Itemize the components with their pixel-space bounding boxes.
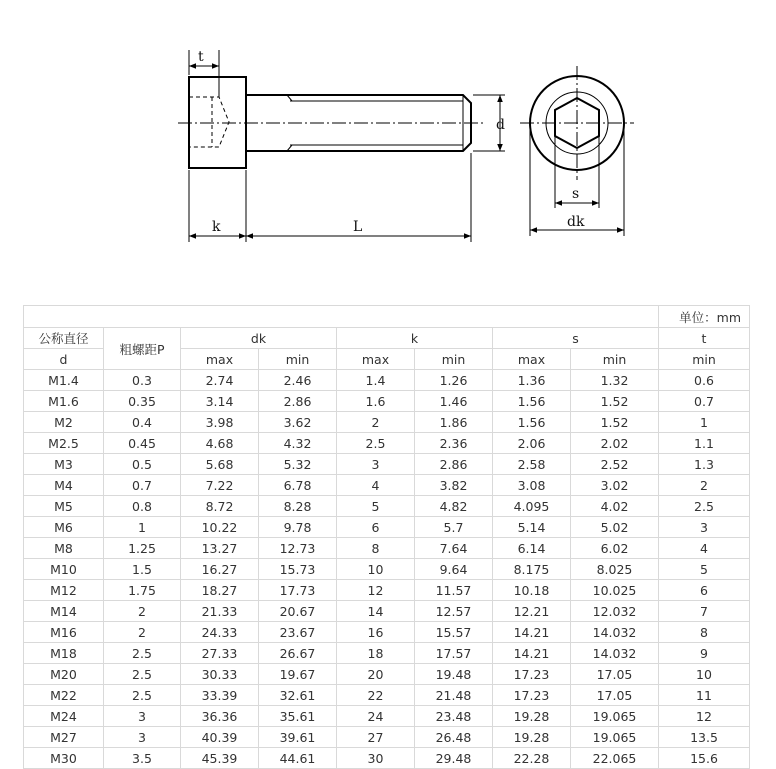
table-cell: 14.032 <box>571 622 659 643</box>
table-cell: M12 <box>24 580 104 601</box>
table-cell: 2 <box>104 622 181 643</box>
table-cell: 10.18 <box>493 580 571 601</box>
table-cell: 6 <box>659 580 750 601</box>
table-cell: M1.4 <box>24 370 104 391</box>
table-cell: M8 <box>24 538 104 559</box>
table-cell: 4.68 <box>181 433 259 454</box>
table-cell: 8.025 <box>571 559 659 580</box>
table-cell: 3.82 <box>415 475 493 496</box>
table-cell: 2 <box>337 412 415 433</box>
table-cell: 13.27 <box>181 538 259 559</box>
table-cell: 1.46 <box>415 391 493 412</box>
table-cell: 14 <box>337 601 415 622</box>
table-cell: M2.5 <box>24 433 104 454</box>
table-cell: 4 <box>659 538 750 559</box>
table-cell: M20 <box>24 664 104 685</box>
table-cell: 5.68 <box>181 454 259 475</box>
table-row <box>24 643 750 664</box>
table-cell: M22 <box>24 685 104 706</box>
table-row <box>24 685 750 706</box>
table-cell: 1 <box>104 517 181 538</box>
table-cell: 4.02 <box>571 496 659 517</box>
table-row <box>24 727 750 748</box>
table-cell: 7.64 <box>415 538 493 559</box>
table-cell: 0.7 <box>104 475 181 496</box>
table-cell: 17.23 <box>493 664 571 685</box>
table-cell: 40.39 <box>181 727 259 748</box>
table-cell: 12 <box>337 580 415 601</box>
table-cell: 1.52 <box>571 412 659 433</box>
table-cell: 22.28 <box>493 748 571 769</box>
table-row <box>24 391 750 412</box>
table-cell: 12.73 <box>259 538 337 559</box>
table-cell: 2.86 <box>415 454 493 475</box>
label-s: s <box>572 186 580 202</box>
table-cell: 2.5 <box>337 433 415 454</box>
table-cell: M6 <box>24 517 104 538</box>
table-cell: 5.7 <box>415 517 493 538</box>
table-cell: 0.45 <box>104 433 181 454</box>
table-row <box>24 370 750 391</box>
table-row <box>24 748 750 769</box>
table-cell: 2.58 <box>493 454 571 475</box>
table-cell: 15.6 <box>659 748 750 769</box>
table-cell: 1.52 <box>571 391 659 412</box>
table-cell: M24 <box>24 706 104 727</box>
table-cell: 24.33 <box>181 622 259 643</box>
table-cell: 24 <box>337 706 415 727</box>
table-cell: 26.48 <box>415 727 493 748</box>
table-cell: 3 <box>337 454 415 475</box>
table-cell: 2.74 <box>181 370 259 391</box>
table-cell: 0.6 <box>659 370 750 391</box>
table-cell: M30 <box>24 748 104 769</box>
header-nominal-d: d <box>24 349 104 370</box>
table-cell: 9 <box>659 643 750 664</box>
table-cell: 2.46 <box>259 370 337 391</box>
table-cell: 17.23 <box>493 685 571 706</box>
table-cell: 16.27 <box>181 559 259 580</box>
table-cell: 19.28 <box>493 706 571 727</box>
table-cell: 32.61 <box>259 685 337 706</box>
table-cell: 0.3 <box>104 370 181 391</box>
table-cell: 8.175 <box>493 559 571 580</box>
table-cell: 13.5 <box>659 727 750 748</box>
table-cell: 1.56 <box>493 391 571 412</box>
table-cell: 33.39 <box>181 685 259 706</box>
table-cell: M3 <box>24 454 104 475</box>
table-cell: 0.8 <box>104 496 181 517</box>
table-cell: 19.28 <box>493 727 571 748</box>
table-cell: 30.33 <box>181 664 259 685</box>
header-s: s <box>493 328 659 349</box>
header-t-min: min <box>659 349 750 370</box>
table-cell: 21.33 <box>181 601 259 622</box>
table-row <box>24 580 750 601</box>
table-cell: 2.86 <box>259 391 337 412</box>
table-cell: 4.095 <box>493 496 571 517</box>
table-cell: 19.67 <box>259 664 337 685</box>
table-cell: 8.28 <box>259 496 337 517</box>
table-cell: 1.26 <box>415 370 493 391</box>
table-cell: M18 <box>24 643 104 664</box>
table-cell: 0.35 <box>104 391 181 412</box>
table-cell: 0.5 <box>104 454 181 475</box>
table-cell: 1.32 <box>571 370 659 391</box>
table-cell: 1 <box>659 412 750 433</box>
table-cell: M10 <box>24 559 104 580</box>
table-cell: 1.1 <box>659 433 750 454</box>
table-cell: 23.48 <box>415 706 493 727</box>
table-cell: 27 <box>337 727 415 748</box>
table-row <box>24 475 750 496</box>
table-cell: 1.5 <box>104 559 181 580</box>
table-cell: 1.36 <box>493 370 571 391</box>
table-cell: 1.25 <box>104 538 181 559</box>
table-cell: 5.02 <box>571 517 659 538</box>
table-row <box>24 559 750 580</box>
header-nominal: 公称直径 <box>24 328 104 349</box>
table-cell: 27.33 <box>181 643 259 664</box>
table-cell: 12.032 <box>571 601 659 622</box>
table-cell: 2 <box>104 601 181 622</box>
unit-label: 单位：mm <box>659 306 750 328</box>
table-cell: 8 <box>659 622 750 643</box>
table-row <box>24 433 750 454</box>
header-pitch: 粗螺距P <box>104 328 181 370</box>
table-cell: M4 <box>24 475 104 496</box>
table-cell: 14.032 <box>571 643 659 664</box>
table-cell: 22.065 <box>571 748 659 769</box>
dimension-table <box>23 305 750 769</box>
table-cell: 15.57 <box>415 622 493 643</box>
table-cell: 20.67 <box>259 601 337 622</box>
header-dk-max: max <box>181 349 259 370</box>
table-cell: 12 <box>659 706 750 727</box>
table-cell: 20 <box>337 664 415 685</box>
table-cell: 23.67 <box>259 622 337 643</box>
table-cell: 21.48 <box>415 685 493 706</box>
table-row <box>24 622 750 643</box>
table-cell: M5 <box>24 496 104 517</box>
table-cell: 11.57 <box>415 580 493 601</box>
table-cell: 6.02 <box>571 538 659 559</box>
table-cell: 10.025 <box>571 580 659 601</box>
table-cell: 12.21 <box>493 601 571 622</box>
table-cell: 10 <box>337 559 415 580</box>
table-cell: 19.48 <box>415 664 493 685</box>
table-cell: 1.75 <box>104 580 181 601</box>
table-cell: 6.14 <box>493 538 571 559</box>
table-cell: 17.05 <box>571 685 659 706</box>
table-cell: 18 <box>337 643 415 664</box>
table-row <box>24 412 750 433</box>
table-cell: 19.065 <box>571 706 659 727</box>
table-cell: M27 <box>24 727 104 748</box>
header-dk-min: min <box>259 349 337 370</box>
table-row <box>24 454 750 475</box>
label-t: t <box>198 49 204 65</box>
table-cell: 17.05 <box>571 664 659 685</box>
table-row <box>24 517 750 538</box>
header-s-min: min <box>571 349 659 370</box>
table-cell: M16 <box>24 622 104 643</box>
table-cell: 5.14 <box>493 517 571 538</box>
unit-row <box>24 306 750 328</box>
table-cell: 26.67 <box>259 643 337 664</box>
table-cell: 22 <box>337 685 415 706</box>
table-cell: 4.82 <box>415 496 493 517</box>
table-cell: 36.36 <box>181 706 259 727</box>
table-cell: 8 <box>337 538 415 559</box>
table-cell: 0.7 <box>659 391 750 412</box>
table-cell: 1.4 <box>337 370 415 391</box>
table-cell: 2 <box>659 475 750 496</box>
table-cell: 2.36 <box>415 433 493 454</box>
table-cell: 2.52 <box>571 454 659 475</box>
table-cell: 3.08 <box>493 475 571 496</box>
table-cell: M14 <box>24 601 104 622</box>
table-cell: 2.5 <box>104 685 181 706</box>
label-dk: dk <box>567 214 585 230</box>
table-cell: 30 <box>337 748 415 769</box>
screw-technical-drawing <box>0 0 776 300</box>
table-cell: 3.62 <box>259 412 337 433</box>
table-cell: 3.02 <box>571 475 659 496</box>
table-cell: 0.4 <box>104 412 181 433</box>
table-row <box>24 538 750 559</box>
table-cell: 1.3 <box>659 454 750 475</box>
table-cell: 18.27 <box>181 580 259 601</box>
table-cell: 9.78 <box>259 517 337 538</box>
table-cell: 15.73 <box>259 559 337 580</box>
header-k-max: max <box>337 349 415 370</box>
table-row <box>24 664 750 685</box>
header-dk: dk <box>181 328 337 349</box>
header-t: t <box>659 328 750 349</box>
table-cell: 2.02 <box>571 433 659 454</box>
table-cell: 10.22 <box>181 517 259 538</box>
header-k: k <box>337 328 493 349</box>
table-cell: 3 <box>104 727 181 748</box>
table-cell: 45.39 <box>181 748 259 769</box>
header-row-1 <box>24 328 750 349</box>
side-view <box>178 50 505 242</box>
header-s-max: max <box>493 349 571 370</box>
table-cell: 7.22 <box>181 475 259 496</box>
table-row <box>24 496 750 517</box>
table-cell: 3 <box>659 517 750 538</box>
table-cell: 3.98 <box>181 412 259 433</box>
table-cell: 17.57 <box>415 643 493 664</box>
label-k: k <box>212 219 221 235</box>
table-cell: 1.56 <box>493 412 571 433</box>
table-cell: 3.14 <box>181 391 259 412</box>
header-k-min: min <box>415 349 493 370</box>
table-cell: 14.21 <box>493 643 571 664</box>
table-cell: 5.32 <box>259 454 337 475</box>
table-cell: 2.5 <box>104 664 181 685</box>
table-cell: 6 <box>337 517 415 538</box>
table-cell: M2 <box>24 412 104 433</box>
label-d: d <box>496 117 505 133</box>
table-cell: 17.73 <box>259 580 337 601</box>
table-cell: 35.61 <box>259 706 337 727</box>
table-cell: 1.6 <box>337 391 415 412</box>
table-cell: 3.5 <box>104 748 181 769</box>
table-cell: 16 <box>337 622 415 643</box>
table-cell: 4 <box>337 475 415 496</box>
table-cell: 29.48 <box>415 748 493 769</box>
table-cell: 4.32 <box>259 433 337 454</box>
table-cell: 5 <box>337 496 415 517</box>
table-cell: 2.06 <box>493 433 571 454</box>
table-cell: 2.5 <box>659 496 750 517</box>
table-cell: 2.5 <box>104 643 181 664</box>
table-cell: 39.61 <box>259 727 337 748</box>
table-cell: 7 <box>659 601 750 622</box>
label-L: L <box>353 219 363 235</box>
table-cell: 6.78 <box>259 475 337 496</box>
table-cell: M1.6 <box>24 391 104 412</box>
table-cell: 1.86 <box>415 412 493 433</box>
table-cell: 14.21 <box>493 622 571 643</box>
hex-socket-hidden <box>189 97 229 147</box>
table-cell: 3 <box>104 706 181 727</box>
end-view <box>520 66 634 236</box>
table-cell: 44.61 <box>259 748 337 769</box>
table-cell: 10 <box>659 664 750 685</box>
table-cell: 12.57 <box>415 601 493 622</box>
table-cell: 8.72 <box>181 496 259 517</box>
table-cell: 11 <box>659 685 750 706</box>
table-row <box>24 601 750 622</box>
table-cell: 5 <box>659 559 750 580</box>
table-cell: 9.64 <box>415 559 493 580</box>
table-row <box>24 706 750 727</box>
table-cell: 19.065 <box>571 727 659 748</box>
